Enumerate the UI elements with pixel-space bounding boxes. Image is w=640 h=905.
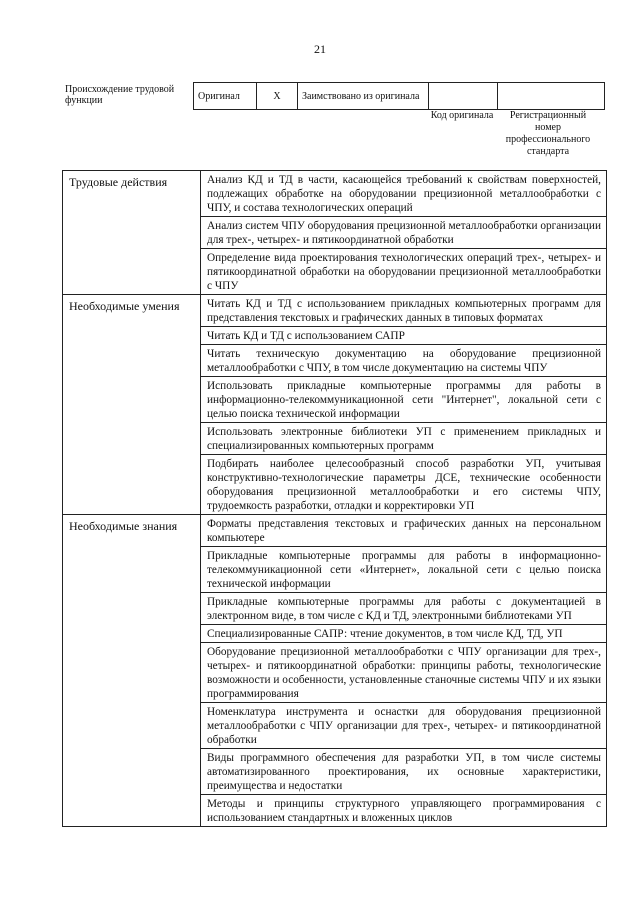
section-item: Использовать прикладные компьютерные программы для работы в информационно-телекоммуникационной сети "Интернет", локальной сети с целью поиска технической информации	[201, 377, 607, 423]
original-cell	[194, 83, 257, 110]
borrowed-label: Заимствовано из оригинала	[302, 90, 420, 102]
section-title: Необходимые умения	[63, 295, 201, 515]
page-number: 21	[314, 42, 326, 56]
labor-function-table	[62, 170, 607, 827]
code-cell	[429, 83, 498, 110]
section-item: Анализ систем ЧПУ оборудования прецизионной металлообработки организации для трех-, четырех- и пятикоординатной обработки	[201, 217, 607, 249]
original-mark: X	[273, 90, 281, 102]
section-item: Подбирать наиболее целесообразный способ разработки УП, учитывая конструктивно-технологические параметры ДСЕ, технические особенности оборудования прецизионной металлообработки и его системы ЧПУ, трудоемкость разработки, отладки и корректировки УП	[201, 455, 607, 515]
section-title: Трудовые действия	[63, 171, 201, 295]
section-item: Специализированные САПР: чтение документов, в том числе КД, ТД, УП	[201, 625, 607, 643]
section-item: Использовать электронные библиотеки УП с применением прикладных и специализированных компьютерных программ	[201, 423, 607, 455]
section-item: Читать КД и ТД с использованием САПР	[201, 327, 607, 345]
section-title: Необходимые знания	[63, 515, 201, 827]
section-item: Прикладные компьютерные программы для работы с документацией в электронном виде, в том числе с КД и ТД, электронными библиотеками УП	[201, 593, 607, 625]
original-mark-cell	[257, 83, 298, 110]
origin-label: Происхождение трудовой функции	[65, 84, 175, 106]
section-item: Анализ КД и ТД в части, касающейся требований к свойствам поверхностей, подлежащих обработке на оборудовании прецизионной металлообработки с ЧПУ, и состава технологических операций	[201, 171, 607, 217]
section-item: Прикладные компьютерные программы для работы в информационно-телекоммуникационной сети «Интернет», локальной сети с целью поиска технической информации	[201, 547, 607, 593]
table-row	[63, 295, 607, 327]
reg-number-cell	[498, 83, 605, 110]
section-item: Номенклатура инструмента и оснастки для оборудования прецизионной металлообработки с ЧПУ организации для трех-, четырех- и пятикоординатной обработки	[201, 703, 607, 749]
table-row	[63, 515, 607, 547]
section-item: Читать КД и ТД с использованием прикладных компьютерных программ для представления текстовых и графических данных в типовых форматах	[201, 295, 607, 327]
borrowed-cell	[298, 83, 429, 110]
table-row	[63, 171, 607, 217]
section-item: Оборудование прецизионной металлообработки с ЧПУ организации для трех-, четырех- и пятикоординатной обработки: принципы работы, технологические возможности и особенности, установленные станочные системы ЧПУ и их языки программирования	[201, 643, 607, 703]
section-item: Читать техническую документацию на оборудование прецизионной металлообработки с ЧПУ, в том числе документацию на системы ЧПУ	[201, 345, 607, 377]
section-item: Определение вида проектирования технологических операций трех-, четырех- и пятикоординатной обработки на оборудовании прецизионной металлообработки с ЧПУ	[201, 249, 607, 295]
original-label: Оригинал	[198, 90, 240, 102]
section-item: Виды программного обеспечения для разработки УП, в том числе системы автоматизированного проектирования, их основные характеристики, преимущества и недостатки	[201, 749, 607, 795]
origin-table	[193, 82, 605, 110]
reg-number-caption: Регистрационный номер профессионального стандарта	[505, 110, 591, 157]
section-item: Методы и принципы структурного управляющего программирования с использованием стандартных и вложенных циклов	[201, 795, 607, 827]
code-caption: Код оригинала	[430, 110, 494, 121]
section-item: Форматы представления текстовых и графических данных на персональном компьютере	[201, 515, 607, 547]
